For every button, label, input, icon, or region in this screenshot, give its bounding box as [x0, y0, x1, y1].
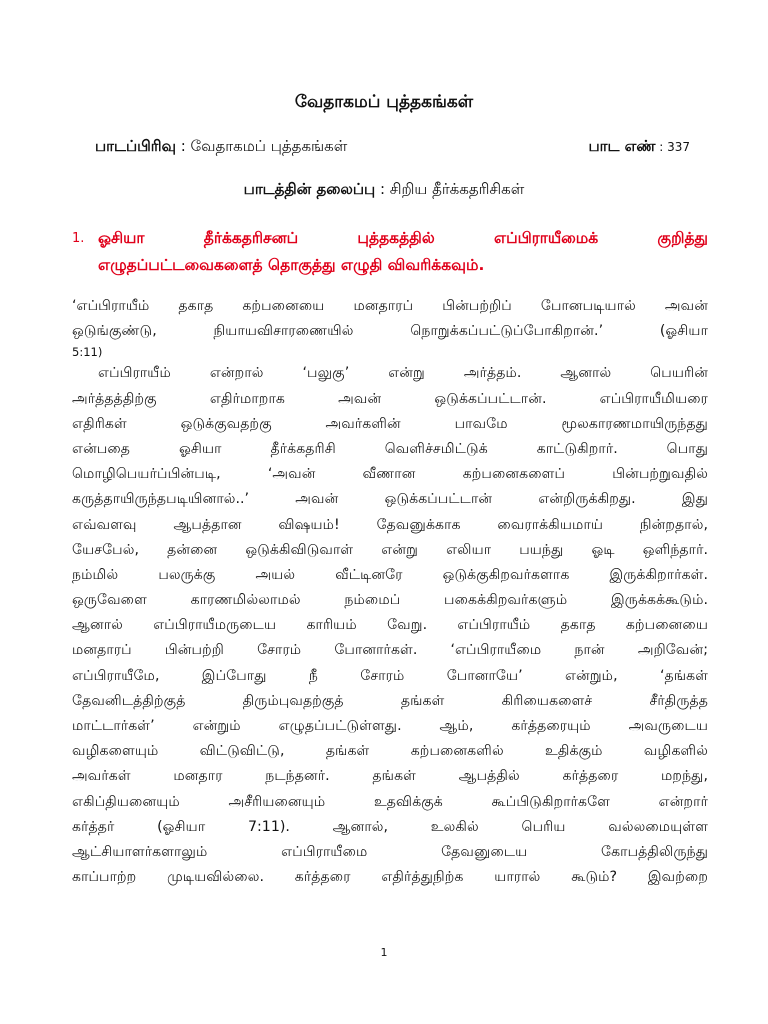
lesson-title-separator: :: [375, 180, 390, 198]
body-line: மொழிபெயர்ப்பின்படி, ‘அவன் வீணான கற்பனைகளைப் பின்பற்றுவதில்: [72, 466, 708, 483]
body-line: அவர்கள் மனதார நடந்தனர். தங்கள் ஆபத்தில் கர்த்தரை மறந்து,: [72, 768, 708, 785]
body-line: மாட்டார்கள்’ என்றும் எழுதப்பட்டுள்ளது. ஆம், கர்த்தரையும் அவருடைய: [72, 718, 708, 734]
body-line: நம்மில் பலருக்கு அயல் வீட்டினரே ஒடுக்குகிறவர்களாக இருக்கிறார்கள்.: [72, 566, 708, 583]
body-line: தேவனிடத்திற்குத் திரும்புவதற்குத் தங்கள் கிரியைகளைச் சீர்திருத்த: [72, 692, 708, 709]
lesson-number-value: 337: [667, 140, 690, 154]
question-line-1: ஓசியா தீர்க்கதரிசனப் புத்தகத்தில் எப்பிராயீமைக் குறித்து: [98, 229, 708, 247]
body-line: எவ்வளவு ஆபத்தான விஷயம்! தேவனுக்காக வைராக்கியமாய் நின்றதால்,: [72, 516, 708, 533]
body-line: ஆனால் எப்பிராயீமருடைய காரியம் வேறு. எப்பிராயீம் தகாத கற்பனையை: [72, 617, 708, 634]
body-line: மனதாரப் பின்பற்றி சோரம் போனார்கள். ‘எப்பிராயீமை நான் அறிவேன்;: [72, 642, 708, 659]
page-number: 1: [380, 946, 388, 959]
question-number: 1.: [72, 231, 85, 246]
body-line: எதிரிகள் ஒடுக்குவதற்கு அவர்களின் பாவமே மூலகாரணமாயிருந்தது: [72, 415, 708, 432]
body-line: எப்பிராயீமே, இப்போது நீ சோரம் போனாயே’ என்றும், ‘தங்கள்: [72, 667, 708, 684]
division-field: [95, 137, 347, 157]
division-label: பாடப்பிரிவு: [95, 137, 176, 155]
body-line: ஆட்சியாளர்களாலும் எப்பிராயீமை தேவனுடைய கோபத்திலிருந்து: [72, 843, 708, 860]
division-separator: :: [175, 137, 191, 155]
body-line: அர்த்தத்திற்கு எதிர்மாறாக அவன் ஒடுக்கப்பட்டான். எப்பிராயீமியரை: [72, 390, 708, 407]
body-text: [72, 294, 708, 890]
body-line: கர்த்தர் (ஓசியா 7:11). ஆனால், உலகில் பெரிய வல்லமையுள்ள: [72, 818, 708, 835]
body-line: என்பதை ஓசியா தீர்க்கதரிசி வெளிச்சமிட்டுக் காட்டுகிறார். பொது: [72, 440, 708, 457]
body-line: ஒடுங்குண்டு, நியாயவிசாரணையில் நொறுக்கப்பட்டுப்போகிறான்.’ (ஓசியா: [72, 323, 708, 340]
body-line: யேசபேல், தன்னை ஒடுக்கிவிடுவாள் என்று எலியா பயந்து ஓடி ஒளிந்தார்.: [72, 541, 708, 558]
body-line: காப்பாற்ற முடியவில்லை. கர்த்தரை எதிர்த்துநிற்க யாரால் கூடும்? இவற்றை: [72, 869, 708, 886]
document-title: வேதாகமப் புத்தகங்கள்: [294, 92, 474, 112]
body-line: எகிப்தியனையும் அசீரியனையும் உதவிக்குக் கூப்பிடுகிறார்களே என்றார்: [72, 793, 708, 810]
body-line: கருத்தாயிருந்தபடியினால்..’ அவன் ஒடுக்கப்பட்டான் என்றிருக்கிறது. இது: [72, 491, 708, 508]
body-line: வழிகளையும் விட்டுவிட்டு, தங்கள் கற்பனைகளில் உதிக்கும் வழிகளில்: [72, 743, 708, 760]
body-line: ‘எப்பிராயீம் தகாத கற்பனையை மனதாரப் பின்பற்றிப் போனபடியால் அவன்: [72, 298, 708, 314]
question-line-2: எழுதப்பட்டவைகளைத் தொகுத்து எழுதி விவரிக்கவும்.: [98, 256, 485, 274]
body-line: 5:11): [72, 345, 103, 360]
lesson-title-label: பாடத்தின் தலைப்பு: [243, 180, 376, 198]
lesson-number-separator: :: [655, 140, 668, 154]
lesson-number-field: [588, 137, 690, 157]
lesson-title-field: [0, 180, 768, 200]
lesson-number-label: பாட எண்: [588, 137, 656, 155]
division-value: வேதாகமப் புத்தகங்கள்: [190, 137, 348, 155]
body-line: எப்பிராயீம் என்றால் ‘பலுகு’ என்று அர்த்தம். ஆனால் பெயரின்: [98, 365, 708, 382]
lesson-title-value: சிறிய தீர்க்கதரிசிகள்: [389, 180, 525, 198]
body-line: ஒருவேளை காரணமில்லாமல் நம்மைப் பகைக்கிறவர்களும் இருக்கக்கூடும்.: [72, 592, 708, 609]
